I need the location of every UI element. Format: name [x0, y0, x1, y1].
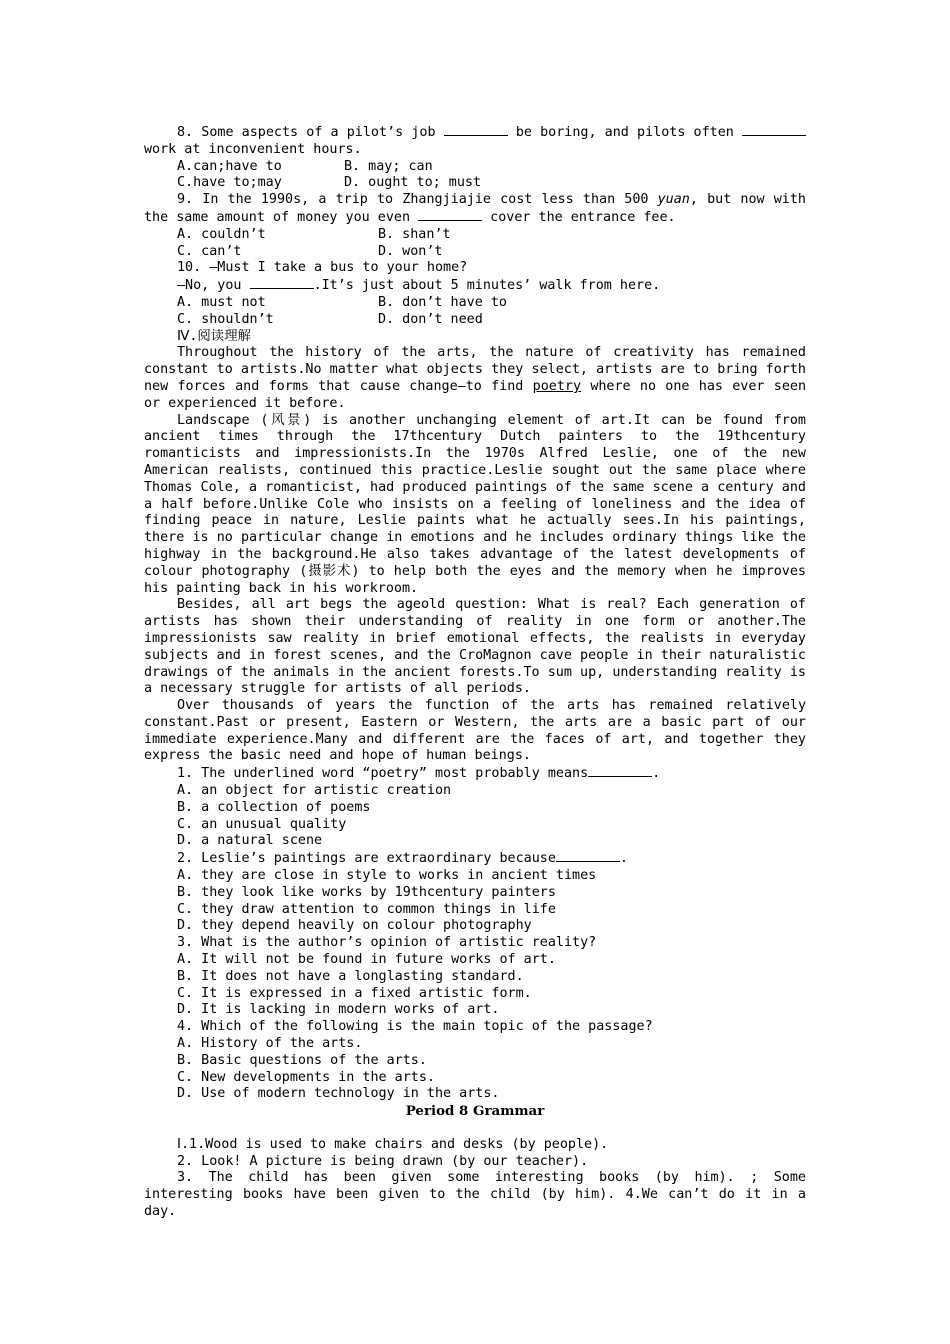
- passage-paragraph-4: Over thousands of years the function of the arts has remained relatively constant.Past or present, Eastern or Western, the arts are a basic part of our immediate experience.Many and different are the faces of art, and together they express the basic need and hope of human beings.: [144, 698, 806, 764]
- option-b: B. may; can: [344, 158, 433, 174]
- option-a: A.can;have to: [177, 158, 282, 174]
- answer-blank: [556, 850, 620, 862]
- question-9-options: [144, 227, 806, 244]
- option: C. an unusual quality: [177, 816, 347, 832]
- option-d: D. don’t need: [378, 311, 483, 327]
- section-title: Ⅳ.阅读理解: [177, 328, 251, 344]
- option: D. It is lacking in modern works of art.: [177, 1002, 500, 1018]
- option: C. New developments in the arts.: [177, 1069, 435, 1085]
- reading-question-1: 1. The underlined word “poetry” most probably means .: [177, 766, 661, 782]
- option: D. a natural scene: [177, 833, 323, 849]
- passage-paragraph-1: Throughout the history of the arts, the nature of creativity has remained constant to artists.No matter what objects they select, artists are to bring forth new forces and forms that cause change—to find poetry where no one has ever seen or experienced it before.: [144, 345, 806, 411]
- option-a: A. must not: [177, 294, 266, 310]
- answer-blank: [588, 765, 652, 777]
- answer-line-2: 2. Look! A picture is being drawn (by our teacher).: [177, 1153, 589, 1169]
- question-9-stem: 9. In the 1990s, a trip to Zhangjiajie cost less than 500 yuan, but now with the same amount of money you even cover the entrance fee.: [144, 192, 806, 225]
- reading-question-2: 2. Leslie’s paintings are extraordinary because .: [177, 851, 628, 867]
- answer-line-1: Ⅰ.1.Wood is used to make chairs and desks (by people).: [177, 1136, 609, 1152]
- option: A. an object for artistic creation: [177, 783, 452, 799]
- option: B. they look like works by 19thcentury painters: [177, 884, 556, 900]
- option: D. they depend heavily on colour photography: [177, 918, 532, 934]
- option: A. History of the arts.: [177, 1036, 363, 1052]
- option: D. Use of modern technology in the arts.: [177, 1086, 500, 1102]
- spacer: [144, 1120, 806, 1137]
- option: C. It is expressed in a fixed artistic form.: [177, 985, 532, 1001]
- question-10-options: [144, 295, 806, 312]
- document-page: [144, 124, 806, 1221]
- reading-question-3: 3. What is the author’s opinion of artistic reality?: [177, 935, 597, 951]
- question-9-options: [144, 244, 806, 261]
- question-10-reply: —No, you .It’s just about 5 minutes’ walk from here.: [177, 278, 661, 294]
- option-c: C.have to;may: [177, 175, 282, 191]
- underlined-word: poetry: [532, 378, 582, 394]
- option: C. they draw attention to common things in life: [177, 901, 556, 917]
- answer-blank: [444, 124, 508, 136]
- answer-line-3: 3. The child has been given some interesting books (by him). ; Some interesting books have been given to the child (by him). 4.We can’t do it in a day.: [144, 1170, 806, 1219]
- option: B. Basic questions of the arts.: [177, 1052, 427, 1068]
- option: B. It does not have a longlasting standard.: [177, 968, 524, 984]
- question-8-options: [144, 175, 806, 192]
- answer-blank: [742, 124, 806, 136]
- option-a: A. couldn’t: [177, 226, 266, 242]
- question-8-options: [144, 159, 806, 176]
- passage-paragraph-2: Landscape (风景) is another unchanging element of art.It can be found from ancient times through the 17thcentury Dutch painters to the 19thcentury romanticists and impressionists.In the 1970s Alfred Leslie, one of the new American realists, continued this practice.Leslie sought out the same place where Thomas Cole, a romanticist, had produced paintings of the same scene a century and a half before.Unlike Cole who insists on a feeling of loneliness and the idea of finding peace in nature, Leslie paints what he actually sees.In his paintings, there is no particular change in emotions and he includes ordinary things like the highway in the background.He also takes advantage of the latest developments of colour photography (摄影术) to help both the eyes and the memory when he improves his painting back in his workroom.: [144, 412, 806, 596]
- option-d: D. won’t: [378, 243, 443, 259]
- option: A. It will not be found in future works of art.: [177, 952, 556, 968]
- option-c: C. shouldn’t: [177, 311, 274, 327]
- question-10-stem: 10. —Must I take a bus to your home?: [177, 260, 468, 276]
- question-8-stem: 8. Some aspects of a pilot’s job be boring, and pilots often work at inconvenient hours.: [144, 124, 806, 159]
- passage-paragraph-3: Besides, all art begs the ageold question: What is real? Each generation of artists has shown their understanding of reality in one form or another.The impressionists saw reality in brief emotional effects, the realists in everyday subjects and in forest scenes, and the CroMagnon cave people in their naturalistic drawings of the animals in the ancient forests.To sum up, understanding reality is a necessary struggle for artists of all periods.: [144, 597, 806, 697]
- option: A. they are close in style to works in ancient times: [177, 868, 597, 884]
- reading-question-4: 4. Which of the following is the main topic of the passage?: [177, 1019, 653, 1035]
- option: B. a collection of poems: [177, 799, 371, 815]
- option-c: C. can’t: [177, 243, 242, 259]
- answer-blank: [418, 209, 482, 221]
- option-d: D. ought to; must: [344, 175, 482, 191]
- option-b: B. don’t have to: [378, 294, 507, 310]
- period-heading: Period 8 Grammar: [405, 1103, 545, 1120]
- option-b: B. shan’t: [378, 226, 451, 242]
- question-10-options: [144, 312, 806, 329]
- answer-blank: [250, 277, 314, 289]
